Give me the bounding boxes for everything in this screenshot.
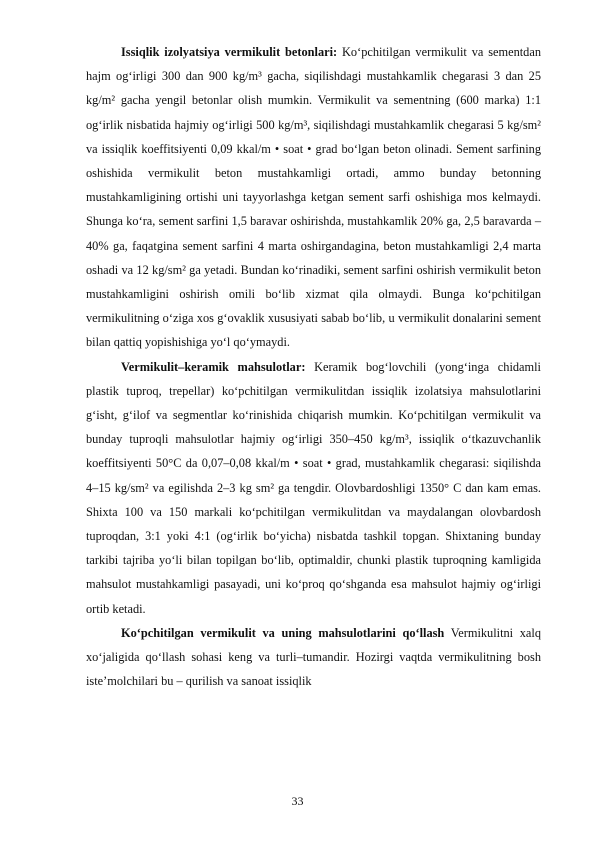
paragraph-heading: Vermikulit–keramik mahsulotlar: xyxy=(121,359,306,374)
page-number: 33 xyxy=(291,794,304,808)
paragraph-applications xyxy=(86,621,541,694)
paragraph-text: Vermikulitni xalq xo‘jaligida qo‘llash sohasi keng va turli–tumandir. Hozirgi vaqtda vermikulitning bosh iste’molchilari bu – qurilish va sanoat issiqlik xyxy=(86,625,541,689)
paragraph-thermal-insulation xyxy=(86,40,541,355)
paragraph-text: Keramik bog‘lovchili (yong‘inga chidamli plastik tuproq, trepellar) ko‘pchitilgan vermikulitdan issiqlik izolatsiya mahsulotlarini g‘isht, g‘ilof va segmentlar ko‘rinishida chiqarish mumkin. Ko‘pchitilgan vermikulit va bunday tuproqli mahsulotlar hajmiy og‘irligi 350–450 kg/m³, issiqlik o‘tkazuvchanlik koeffitsiyenti 50°C da 0,07–0,08 kkal/m • soat • grad, mustahkamlik chegarasi: siqilishda 4–15 kg/sm² va egilishda 2–3 kg sm² ga tengdir. Olovbardoshligi 1350° C dan kam emas. Shixta 100 va 150 markali ko‘pchitilgan vermikulitdan va maydalangan olovbardosh tuproqdan, 3:1 yoki 4:1 (og‘irlik bo‘yicha) nisbatda tashkil topgan. Shixtaning bunday tarkibi tajriba yo‘li bilan topilgan bo‘lib, optimaldir, chunki plastik tuproqning kamligida mahsulot mustahkamligi pasayadi, uni ko‘proq qo‘shganda esa mahsulot hajmiy og‘irligi ortib ketadi. xyxy=(86,359,541,616)
paragraph-heading: Issiqlik izolyatsiya vermikulit betonlari: xyxy=(121,45,338,59)
paragraph-ceramic-products xyxy=(86,355,541,621)
paragraph-heading: Ko‘pchitilgan vermikulit va uning mahsulotlarini qo‘llash xyxy=(121,625,445,640)
page-body xyxy=(86,40,541,693)
paragraph-text: Ko‘pchitilgan vermikulit va sementdan hajm og‘irligi 300 dan 900 kg/m³ gacha, siqilishdagi mustahkamlik chegarasi 3 dan 25 kg/m² gacha yengil betonlar olish mumkin. Vermikulit va sementning (600 marka) 1:1 og‘irlik nisbatida hajmiy og‘irligi 500 kg/m³, siqilishdagi mustahkamlik chegarasi 5 kg/sm² va issiqlik koeffitsiyenti 0,09 kkal/m • soat • grad bo‘lgan beton olinadi. Sement sarfining oshishida vermikulit beton mustahkamligi ortadi, ammo bunday betonning mustahkamligining ortishi uni tayyorlashga ketgan sement sarfi oshishiga mos kelmaydi. Shunga ko‘ra, sement sarfini 1,5 baravar oshirishda, mustahkamlik 20% ga, 2,5 baravarda – 40% ga, faqatgina sement sarfini 4 marta oshirgandagina, beton mustahkamligi 2,4 marta oshadi va 12 kg/sm² ga yetadi. Bundan ko‘rinadiki, sement sarfini oshirish vermikulit beton mustahkamligini oshirish omili bo‘lib xizmat qila olmaydi. Bunga ko‘pchitilgan vermikulitning o‘ziga xos g‘ovaklik xususiyati sabab bo‘lib, u vermikulit donalarini sement bilan qattiq yopishishiga yo‘l qo‘ymaydi. xyxy=(86,45,541,350)
